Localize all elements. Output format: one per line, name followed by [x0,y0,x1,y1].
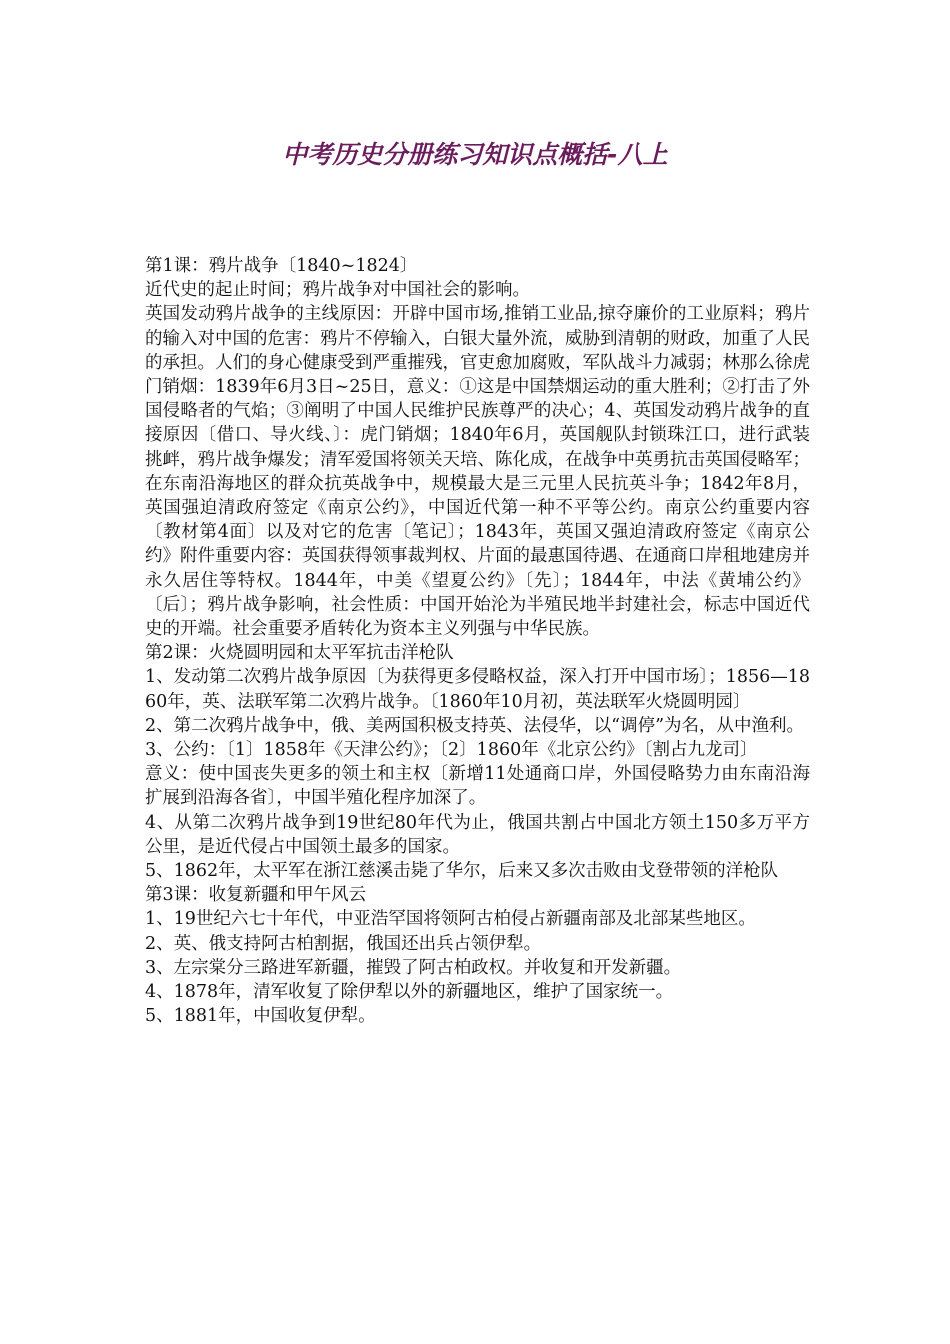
list-item: 2、英、俄支持阿古柏割据，俄国还出兵占领伊犁。 [145,933,542,954]
paragraph: 英国发动鸦片战争的主线原因：开辟中国市场,推销工业品,掠夺廉价的工业原料；鸦片的输入对中国的危害：鸦片不停输入，白银大量外流，威胁到清朝的财政，加重了人民的承担。人们的身心健康受到严重摧残，官吏愈加腐败，军队战斗力减弱；林那么徐虎门销烟：1839年6月3日~25日，意义：①这是中国禁烟运动的重大胜利；②打击了外国侵略者的气焰；③阐明了中国人民维护民族尊严的决心；4、英国发动鸦片战争的直接原因〔借口、导火线、〕：虎门销烟；1840年6月，英国舰队封锁珠江口，进行武装挑衅，鸦片战争爆发；清军爱国将领关天培、陈化成，在战争中英勇抗击英国侵略军；在东南沿海地区的群众抗英战争中，规模最大是三元里人民抗英斗争；1842年8月，英国强迫清政府签定《南京公约》，中国近代第一种不平等公约。南京公约重要内容〔教材第4面〕以及对它的危害〔笔记〕；1843年，英国又强迫清政府签定《南京公约》附件重要内容：英国获得领事裁判权、片面的最惠国待遇、在通商口岸租地建房并永久居住等特权。1844年，中美《望夏公约》〔先〕；1844年，中法《黄埔公约》〔后〕；鸦片战争影响，社会性质：中国开始沦为半殖民地半封建社会，标志中国近代史的开端。社会重要矛盾转化为资本主义列强与中华民族。 [145,304,810,640]
list-item: 5、1862年，太平军在浙江慈溪击毙了华尔，后来又多次击败由戈登带领的洋枪队 [145,861,779,882]
document-body [145,254,810,1029]
list-item: 4、从第二次鸦片战争到19世纪80年代为止，俄国共割占中国北方领土150多万平方公里，是近代侵占中国领土最多的国家。 [145,812,810,857]
paragraph: 近代史的起止时间；鸦片战争对中国社会的影响。 [145,280,530,301]
document-title: 中考历史分册练习知识点概括-八上 [282,140,668,169]
paragraph: 意义：使中国丧失更多的领土和主权〔新增11处通商口岸，外国侵略势力由东南沿海扩展到沿海各省〕，中国半殖化程序加深了。 [145,764,810,809]
list-item: 1、19世纪六七十年代，中亚浩罕国将领阿古柏侵占新疆南部及北部某些地区。 [145,909,756,930]
list-item: 3、公约：〔1〕1858年《天津公约》；〔2〕1860年《北京公约》〔割占九龙司〕 [145,740,758,761]
section-heading-lesson-3: 第3课：收复新疆和甲午风云 [145,885,367,906]
section-heading-lesson-2: 第2课：火烧圆明园和太平军抗击洋枪队 [145,643,454,664]
list-item: 2、第二次鸦片战争中，俄、美两国积极支持英、法侵华，以“调停”为名，从中渔利。 [145,715,805,736]
list-item: 1、发动第二次鸦片战争原因〔为获得更多侵略权益，深入打开中国市场〕；1856—1860年，英、法联军第二次鸦片战争。〔1860年10月初，英法联军火烧圆明园〕 [145,667,810,712]
list-item: 4、1878年，清军收复了除伊犁以外的新疆地区，维护了国家统一。 [145,982,674,1003]
list-item: 3、左宗棠分三路进军新疆，摧毁了阿古柏政权。并收复和开发新疆。 [145,957,682,978]
list-item: 5、1881年，中国收复伊犁。 [145,1006,376,1027]
section-heading-lesson-1: 第1课：鸦片战争〔1840~1824〕 [145,256,418,276]
